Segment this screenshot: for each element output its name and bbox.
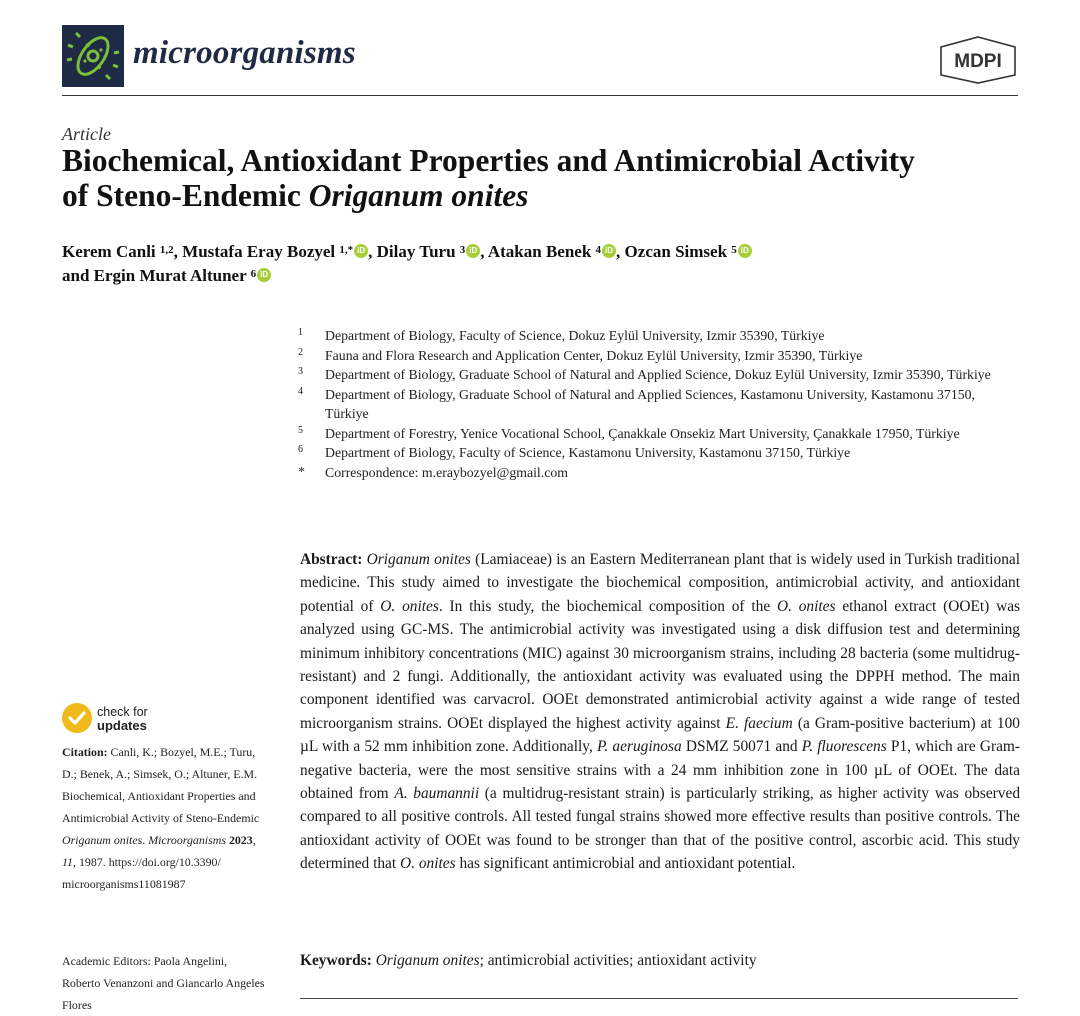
affiliation-item: 5 Department of Forestry, Yenice Vocational School, Çanakkale Onsekiz Mart University, Çanakkale 17950, Türkiye bbox=[298, 424, 960, 441]
keywords-list: Origanum onites; antimicrobial activities; antioxidant activity bbox=[375, 952, 757, 969]
orcid-icon[interactable]: iD bbox=[466, 244, 480, 258]
mdpi-logo-text: MDPI bbox=[954, 51, 1002, 72]
article-type: Article bbox=[62, 124, 111, 144]
author: Mustafa Eray Bozyel $^{1,*}$ iD , bbox=[182, 242, 377, 261]
author-list bbox=[62, 240, 1022, 288]
check-updates-icon bbox=[62, 703, 92, 733]
mdpi-logo bbox=[938, 35, 1018, 85]
journal-header bbox=[62, 22, 1018, 96]
journal-logo bbox=[62, 25, 124, 87]
citation-label: Citation: bbox=[62, 745, 108, 759]
affiliation-list bbox=[298, 326, 1018, 482]
journal-name: microorganisms bbox=[133, 35, 356, 71]
citation-body: Canli, K.; Bozyel, M.E.; Turu, D.; Benek, A.; Simsek, O.; Altuner, E.M. Biochemical, Antioxidant Properties and Antimicrobial Activity of Steno-Endemic Origanum onites. Microorganisms 2023, 11, 1987. https://doi.org/10.3390/ microorganisms11081987 bbox=[62, 745, 260, 891]
affiliation-item: 1 Department of Biology, Faculty of Science, Dokuz Eylül University, Izmir 35390, Türkiye bbox=[298, 327, 825, 343]
author: Ozcan Simsek $^5$ iD bbox=[625, 242, 752, 261]
title-species: Origanum onites bbox=[308, 178, 529, 213]
article-title bbox=[62, 143, 1022, 213]
correspondence: * Correspondence: m.eraybozyel@gmail.com bbox=[298, 464, 568, 480]
title-line-2-prefix: of Steno-Endemic bbox=[62, 178, 309, 213]
abstract-label: Abstract: bbox=[300, 551, 363, 568]
section-divider bbox=[300, 998, 1018, 999]
author: and Ergin Murat Altuner $^6$ iD bbox=[62, 266, 271, 285]
keywords-label: Keywords: bbox=[300, 952, 372, 969]
author: Dilay Turu $^3$ iD , bbox=[376, 242, 488, 261]
orcid-icon[interactable]: iD bbox=[257, 268, 271, 282]
orcid-icon[interactable]: iD bbox=[602, 244, 616, 258]
orcid-icon[interactable]: iD bbox=[354, 244, 368, 258]
keywords bbox=[300, 949, 1020, 972]
author: Atakan Benek $^4$ iD , bbox=[487, 242, 625, 261]
title-line-1: Biochemical, Antioxidant Properties and Antimicrobial Activity bbox=[62, 143, 915, 178]
affiliation-item: 3 Department of Biology, Graduate School of Natural and Applied Science, Dokuz Eylül University, Izmir 35390, Türkiye bbox=[298, 366, 991, 382]
header-divider bbox=[62, 95, 1018, 96]
citation bbox=[62, 741, 262, 895]
affiliation-item: 4 Department of Biology, Graduate School of Natural and Applied Sciences, Kastamonu University, Kastamonu 37150, Türkiye bbox=[298, 385, 975, 421]
check-updates-line-1: check for bbox=[97, 705, 148, 719]
orcid-icon[interactable]: iD bbox=[738, 244, 752, 258]
abstract bbox=[300, 548, 1020, 876]
affiliation-item: 6 Department of Biology, Faculty of Science, Kastamonu University, Kastamonu 37150, Türkiye bbox=[298, 444, 851, 460]
check-for-updates-button[interactable] bbox=[62, 703, 202, 737]
abstract-body: Origanum onites (Lamiaceae) is an Eastern Mediterranean plant that is widely used in Turkish traditional medicine. This study aimed to investigate the biochemical composition, antimicrobial activity, and antioxidant potential of O. onites. In this study, the biochemical composition of the O. onites ethanol extract (OOEt) was analyzed using GC-MS. The antimicrobial activity was investigated using a disk diffusion test and determining minimum inhibitory concentrations (MIC) against 30 microorganism strains, including 28 bacteria (some multidrug-resistant) and 2 fungi. Additionally, the antioxidant activity was evaluated using the DPPH method. The main component identified was carvacrol. OOEt demonstrated antimicrobial activity against a wide range of tested microorganism strains. OOEt displayed the highest activity against E. faecium (a Gram-positive bacterium) at 100 µL with a 52 mm inhibition zone. Additionally, P. aeruginosa DSMZ 50071 and P. fluorescens P1, which are Gram-negative bacteria, were the most sensitive strains with a 24 mm inhibition zone in 100 µL of OOEt. The data obtained from A. baumannii (a multidrug-resistant strain) is particularly striking, as higher activity was observed compared to all positive controls. All tested fungal strains showed more effective results than positive controls. The antioxidant activity of OOEt was found to be stronger than that of the positive control, ascorbic acid. This study determined that O. onites has significant antimicrobial and antioxidant potential. bbox=[300, 551, 1021, 873]
microbe-icon bbox=[62, 25, 124, 87]
check-updates-line-2: updates bbox=[97, 718, 147, 733]
author: Kerem Canli $^{1,2}$, bbox=[62, 242, 183, 261]
affiliation-item: 2 Fauna and Flora Research and Application Center, Dokuz Eylül University, Izmir 35390, Türkiye bbox=[298, 346, 863, 363]
academic-editors: Academic Editors: Paola Angelini, Roberto Venanzoni and Giancarlo Angeles Flores bbox=[62, 954, 265, 1012]
